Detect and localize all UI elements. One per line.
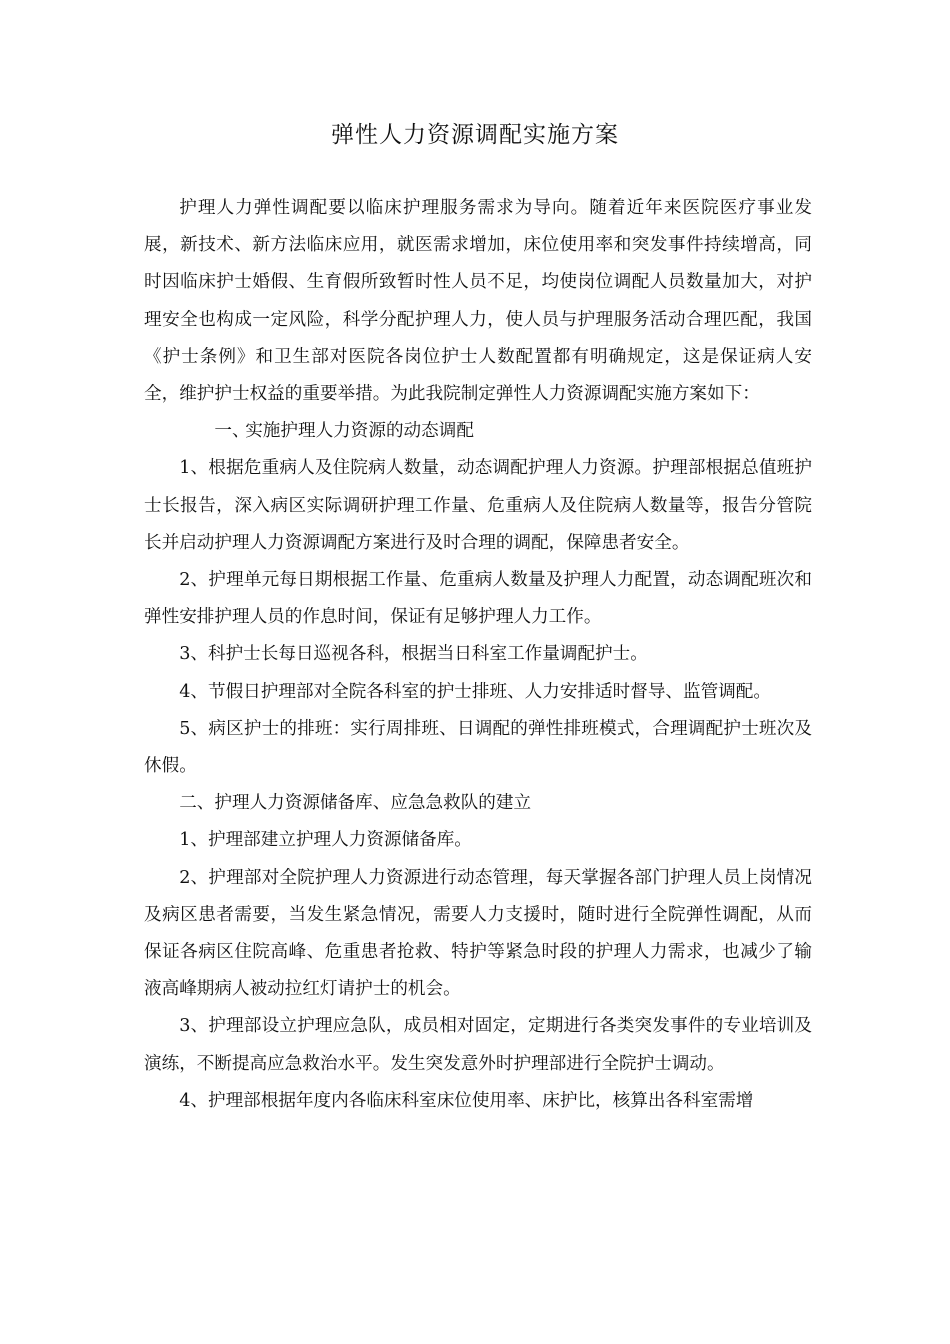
section-1-heading <box>144 413 812 450</box>
document-body <box>144 190 812 1120</box>
section-1-item-3: 3、科护士长每日巡视各科，根据当日科室工作量调配护士。 <box>179 644 648 665</box>
section-1-number: 一、 <box>214 421 250 442</box>
section-1-item-1: 1、根据危重病人及住院病人数量，动态调配护理人力资源。护理部根据总值班护士长报告，深入病区实际调研护理工作量、危重病人及住院病人数量等，报告分管院长并启动护理人力资源调配方案进行及时合理的调配，保障患者安全。 <box>144 458 812 553</box>
section-2-item-1: 1、护理部建立护理人力资源储备库。 <box>179 830 472 851</box>
section-1-item-5: 5、病区护士的排班：实行周排班、日调配的弹性排班模式，合理调配护士班次及休假。 <box>144 718 812 777</box>
document-title: 弹性人力资源调配实施方案 <box>331 122 619 148</box>
intro-paragraph: 护理人力弹性调配要以临床护理服务需求为导向。随着近年来医院医疗事业发展，新技术、新方法临床应用，就医需求增加，床位使用率和突发事件持续增高，同时因临床护士婚假、生育假所致暂时性人员不足，均使岗位调配人员数量加大，对护理安全也构成一定风险，科学分配护理人力，使人员与护理服务活动合理匹配，我国《护士条例》和卫生部对医院各岗位护士人数配置都有明确规定，这是保证病人安全，维护护士权益的重要举措。为此我院制定弹性人力资源调配实施方案如下： <box>144 198 812 405</box>
section-1-item-2: 2、护理单元每日期根据工作量、危重病人数量及护理人力配置，动态调配班次和弹性安排护理人员的作息时间，保证有足够护理人力工作。 <box>144 570 812 628</box>
section-2-item-3: 3、护理部设立护理应急队，成员相对固定，定期进行各类突发事件的专业培训及演练，不断提高应急救治水平。发生突发意外时护理部进行全院护士调动。 <box>144 1016 812 1074</box>
section-2-item-2: 2、护理部对全院护理人力资源进行动态管理，每天掌握各部门护理人员上岗情况及病区患者需要，当发生紧急情况，需要人力支援时，随时进行全院弹性调配，从而保证各病区住院高峰、危重患者抢救、特护等紧急时段的护理人力需求，也减少了输液高峰期病人被动拉红灯请护士的机会。 <box>144 867 812 1000</box>
section-2-heading: 二、护理人力资源储备库、应急急救队的建立 <box>179 793 532 814</box>
section-2-item-4: 4、护理部根据年度内各临床科室床位使用率、床护比，核算出各科室需增 <box>179 1090 754 1111</box>
section-1-title: 实施护理人力资源的动态调配 <box>245 421 474 442</box>
section-1-item-4: 4、节假日护理部对全院各科室的护士排班、人力安排适时督导、监管调配。 <box>179 681 771 702</box>
